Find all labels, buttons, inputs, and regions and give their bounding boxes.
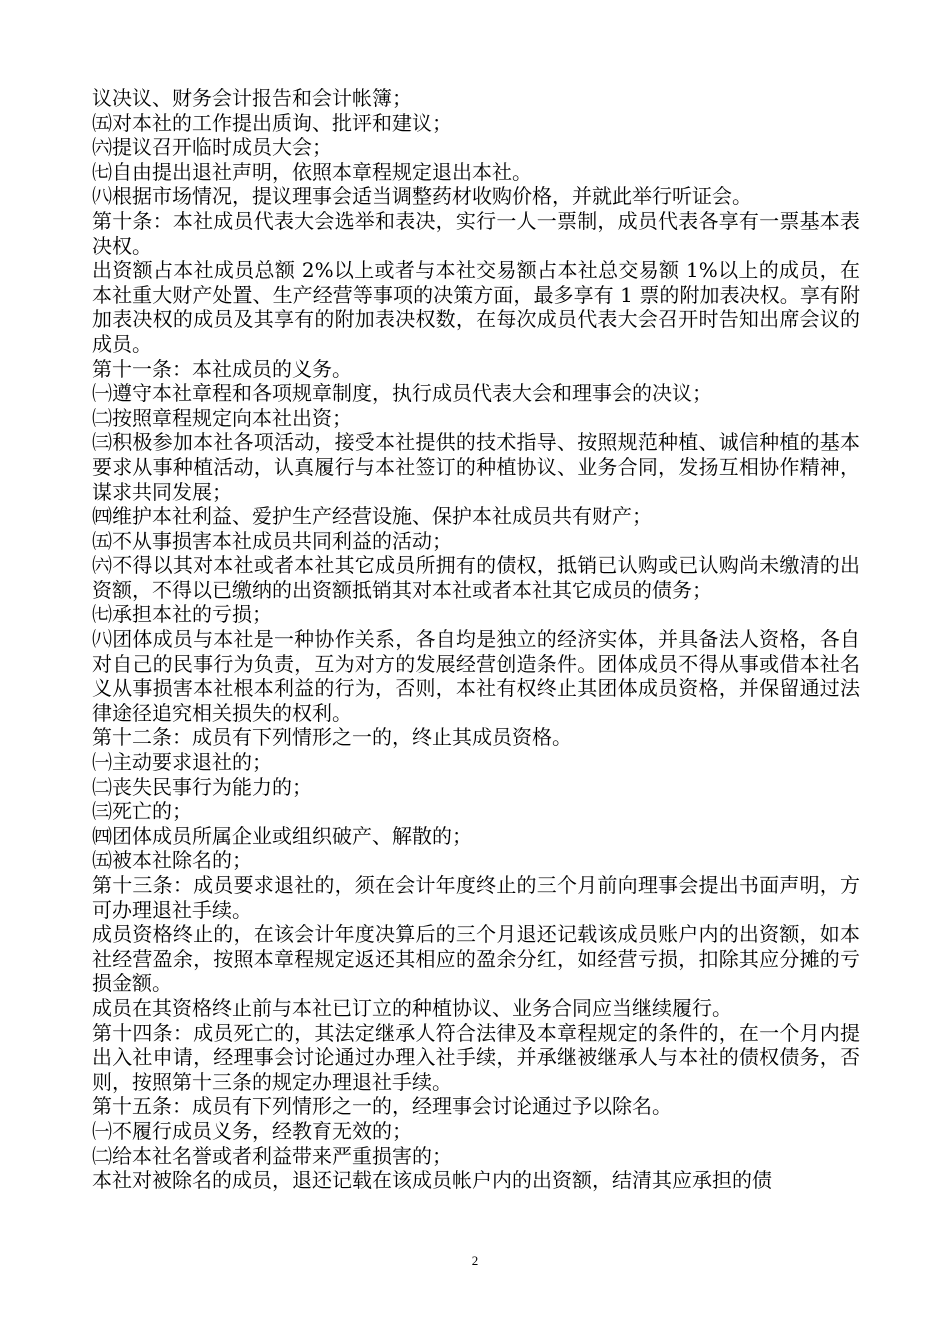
paragraph: ㈣团体成员所属企业或组织破产、解散的； [92,823,472,848]
paragraph: 第十四条：成员死亡的，其法定继承人符合法律及本章程规定的条件的，在一个月内提出入社申请，经理事会讨论通过办理入社手续，并承继被继承人与本社的债权债务，否则，按照第十三条的规定办理退社手续。 [92,1020,860,1094]
paragraph: ㈥提议召开临时成员大会； [92,135,332,160]
paragraph: 出资额占本社成员总额 2%以上或者与本社交易额占本社总交易额 1%以上的成员，在本社重大财产处置、生产经营等事项的决策方面，最多享有 1 票的附加表决权。享有附加表决权的成员及其享有的附加表决权数，在每次成员代表大会召开时告知出席会议的成员。 [92,258,860,356]
paragraph: ㈤被本社除名的； [92,848,252,873]
paragraph: ㈥不得以其对本社或者本社其它成员所拥有的债权，抵销已认购或已认购尚未缴清的出资额，不得以已缴纳的出资额抵销其对本社或者本社其它成员的债务； [92,553,860,602]
document-body [92,86,860,1193]
paragraph: ㈣维护本社利益、爱护生产经营设施、保护本社成员共有财产； [92,504,652,529]
paragraph: 第十三条：成员要求退社的，须在会计年度终止的三个月前向理事会提出书面声明，方可办理退社手续。 [92,873,860,922]
paragraph: 议决议、财务会计报告和会计帐簿； [92,86,412,110]
paragraph: 第十条：本社成员代表大会选举和表决，实行一人一票制，成员代表各享有一票基本表决权。 [92,208,860,258]
paragraph: ㈧团体成员与本社是一种协作关系，各自均是独立的经济实体，并具备法人资格，各自对自己的民事行为负责，互为对方的发展经营创造条件。团体成员不得从事或借本社名义从事损害本社根本利益的行为，否则，本社有权终止其团体成员资格，并保留通过法律途径追究相关损失的权利。 [92,627,860,725]
paragraph: ㈢死亡的； [92,799,192,824]
paragraph: 第十一条：本社成员的义务。 [92,356,352,381]
paragraph: ㈤对本社的工作提出质询、批评和建议； [92,110,452,135]
paragraph: ㈦承担本社的亏损； [92,602,272,627]
paragraph: 成员在其资格终止前与本社已订立的种植协议、业务合同应当继续履行。 [92,995,732,1020]
paragraph: ㈧根据市场情况，提议理事会适当调整药材收购价格，并就此举行听证会。 [92,184,752,209]
paragraph: ㈤不从事损害本社成员共同利益的活动； [92,528,452,553]
paragraph: ㈡按照章程规定向本社出资； [92,405,352,430]
paragraph: ㈦自由提出退社声明，依照本章程规定退出本社。 [92,159,532,184]
paragraph: 第十二条：成员有下列情形之一的，终止其成员资格。 [92,725,572,750]
paragraph: 第十五条：成员有下列情形之一的，经理事会讨论通过予以除名。 [92,1094,672,1119]
paragraph: ㈠主动要求退社的； [92,750,272,775]
paragraph: ㈠遵守本社章程和各项规章制度，执行成员代表大会和理事会的决议； [92,381,712,406]
page-number: 2 [471,1253,479,1268]
paragraph: 成员资格终止的，在该会计年度决算后的三个月退还记载该成员账户内的出资额，如本社经营盈余，按照本章程规定返还其相应的盈余分红，如经营亏损，扣除其应分摊的亏损金额。 [92,922,860,996]
paragraph: ㈢积极参加本社各项活动，接受本社提供的技术指导、按照规范种植、诚信种植的基本要求从事种植活动，认真履行与本社签订的种植协议、业务合同，发扬互相协作精神，谋求共同发展； [92,430,860,504]
paragraph: ㈡给本社名誉或者利益带来严重损害的； [92,1143,452,1168]
paragraph: 本社对被除名的成员，退还记载在该成员帐户内的出资额，结清其应承担的债 [92,1168,772,1193]
paragraph: ㈠不履行成员义务，经教育无效的； [92,1118,412,1143]
paragraph: ㈡丧失民事行为能力的； [92,774,312,799]
